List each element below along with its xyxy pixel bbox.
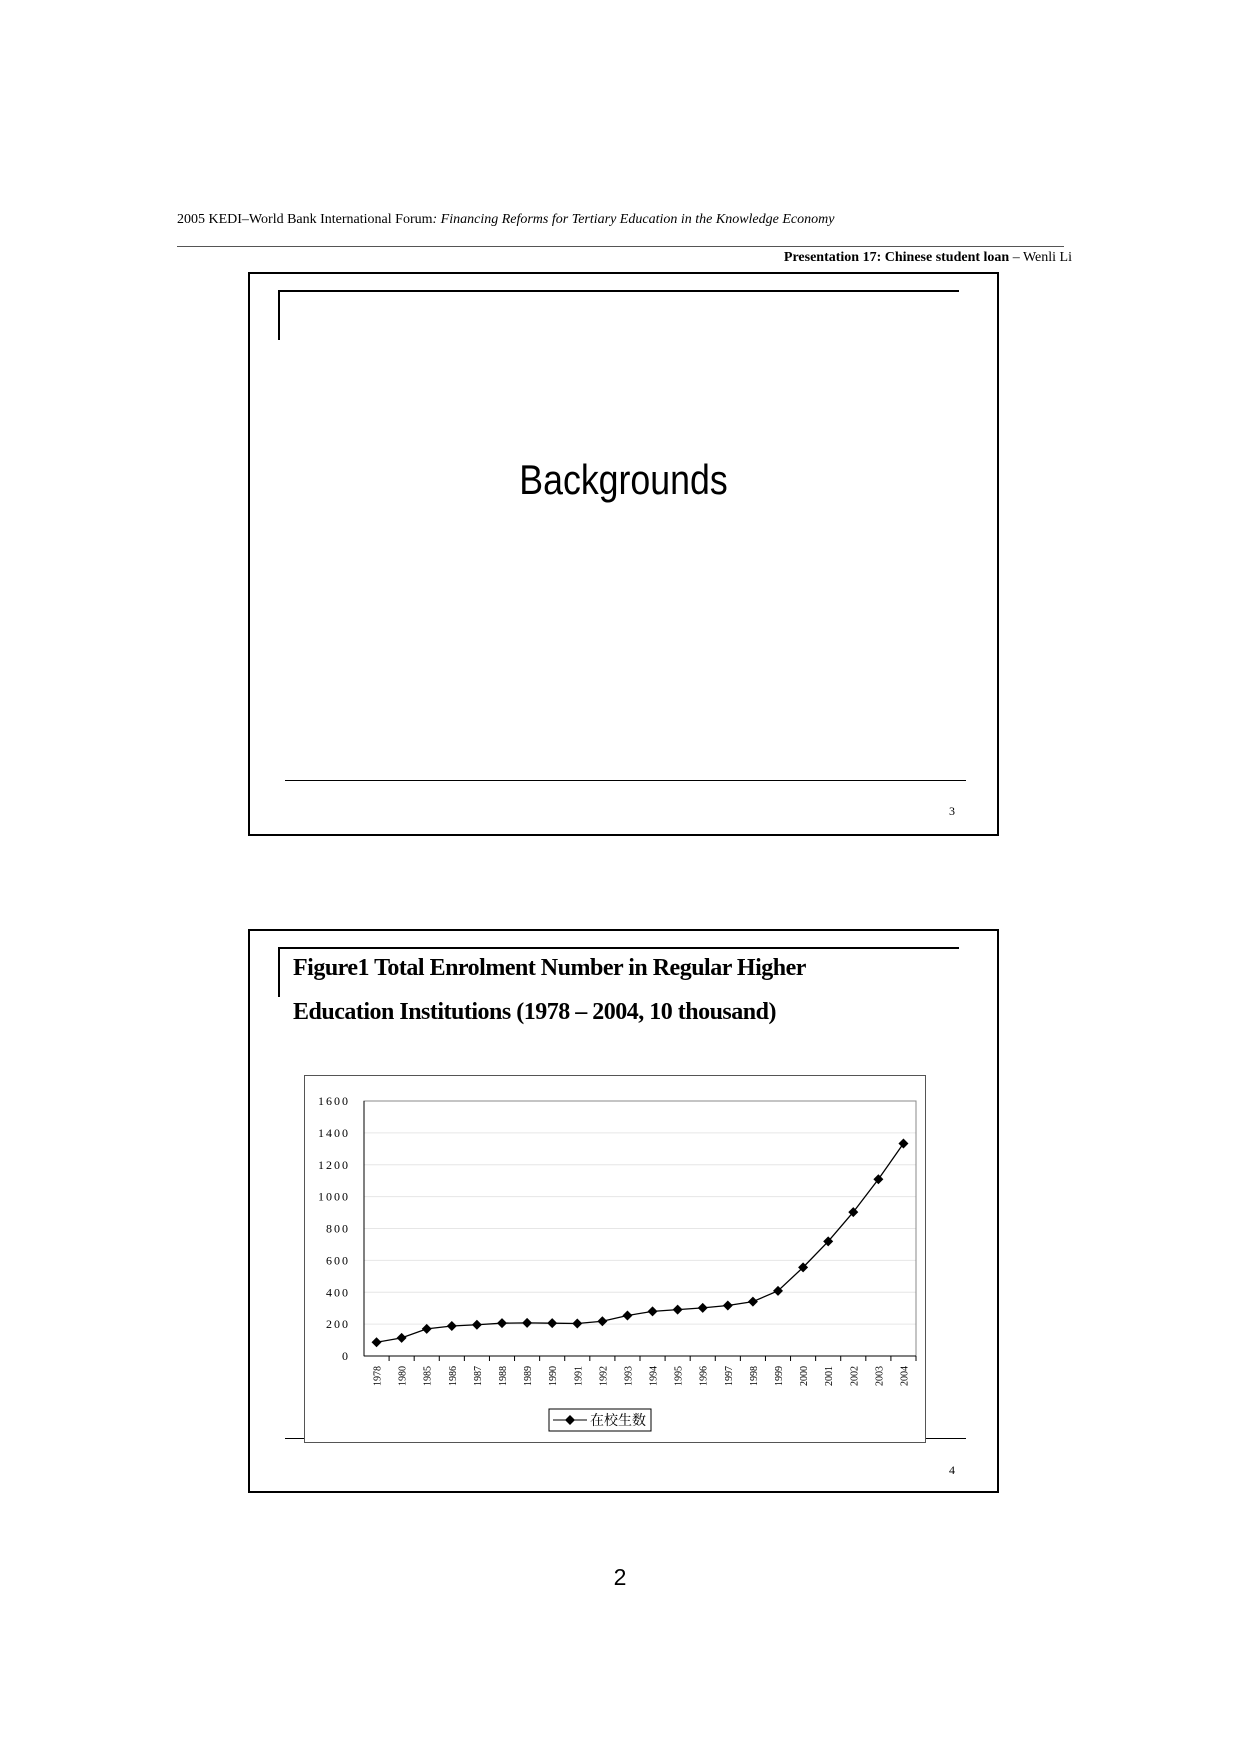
slide-frame-top: [278, 290, 959, 292]
x-tick-label: 1997: [723, 1366, 735, 1386]
data-point: [497, 1318, 507, 1328]
presentation-title: Presentation 17: Chinese student loan: [783, 250, 1010, 265]
running-header: [177, 212, 834, 228]
forum-name: 2005 KEDI–World Bank International Forum: [177, 212, 433, 227]
slide-frame-top: [278, 947, 959, 949]
y-tick-label: 1400: [318, 1125, 350, 1140]
x-tick-label: 2001: [824, 1366, 836, 1386]
figure-title-line2: Education Institutions (1978 – 2004, 10 thousand): [293, 999, 776, 1025]
x-tick-label: 2003: [874, 1366, 886, 1386]
data-point: [648, 1306, 658, 1316]
x-tick-label: 1993: [623, 1366, 635, 1386]
data-point: [748, 1297, 758, 1307]
data-point: [422, 1324, 432, 1334]
data-point: [522, 1318, 532, 1328]
y-tick-label: 0: [342, 1349, 350, 1363]
data-point: [447, 1321, 457, 1331]
y-tick-label: 200: [326, 1317, 350, 1332]
x-tick-label: 1978: [372, 1366, 384, 1386]
x-tick-label: 1988: [498, 1366, 509, 1386]
x-tick-label: 1986: [447, 1366, 459, 1386]
slide-number: 3: [949, 804, 955, 818]
chart: [304, 1075, 926, 1443]
data-point: [397, 1333, 407, 1343]
y-tick-label: 800: [326, 1221, 350, 1236]
header-rule: [177, 246, 1064, 247]
presentation-label: [784, 250, 1072, 266]
slide-backgrounds: [248, 272, 999, 836]
x-tick-label: 1996: [698, 1366, 710, 1386]
x-tick-label: 1987: [472, 1366, 484, 1386]
slide-figure1: [248, 929, 999, 1493]
data-point: [723, 1300, 733, 1310]
slide-frame-left: [278, 290, 280, 340]
data-point: [597, 1316, 607, 1326]
x-tick-label: 2004: [899, 1366, 911, 1386]
data-point: [572, 1318, 582, 1328]
figure-title-line1: Figure1 Total Enrolment Number in Regular Higher: [293, 955, 806, 981]
slide-footer-rule: [285, 780, 966, 781]
legend-label: 在校生数: [590, 1414, 646, 1429]
x-tick-label: 1991: [573, 1366, 585, 1386]
slide-number: 4: [949, 1463, 955, 1477]
x-tick-label: 1995: [673, 1366, 685, 1386]
y-tick-label: 1600: [318, 1094, 350, 1108]
data-point: [898, 1139, 908, 1149]
y-tick-label: 600: [326, 1253, 350, 1268]
slide-frame-left: [278, 947, 280, 997]
data-point: [673, 1305, 683, 1315]
page-number: 2: [613, 1564, 627, 1590]
x-tick-label: 1994: [648, 1366, 660, 1386]
forum-subtitle: : Financing Reforms for Tertiary Education in the Knowledge Economy: [432, 212, 835, 227]
x-tick-label: 1989: [523, 1366, 535, 1386]
data-point: [873, 1174, 883, 1184]
x-tick-label: 1992: [598, 1366, 610, 1386]
x-tick-label: 2002: [849, 1366, 861, 1386]
x-tick-label: 1999: [774, 1366, 785, 1386]
data-point: [547, 1318, 557, 1328]
x-tick-label: 1990: [548, 1366, 560, 1386]
x-tick-label: 1980: [397, 1366, 409, 1386]
x-tick-label: 2000: [799, 1366, 811, 1386]
series-line: [377, 1144, 904, 1343]
slide-title: Backgrounds: [519, 456, 728, 503]
data-point: [698, 1303, 708, 1313]
data-point: [472, 1320, 482, 1330]
y-tick-label: 1000: [318, 1189, 350, 1204]
presentation-author: – Wenli Li: [1009, 250, 1072, 265]
y-tick-label: 400: [326, 1285, 350, 1300]
y-tick-label: 1200: [318, 1157, 350, 1172]
data-point: [372, 1337, 382, 1347]
line-chart: [305, 1076, 925, 1442]
data-point: [622, 1311, 632, 1321]
x-tick-label: 1998: [748, 1366, 760, 1386]
x-tick-label: 1985: [422, 1366, 434, 1386]
